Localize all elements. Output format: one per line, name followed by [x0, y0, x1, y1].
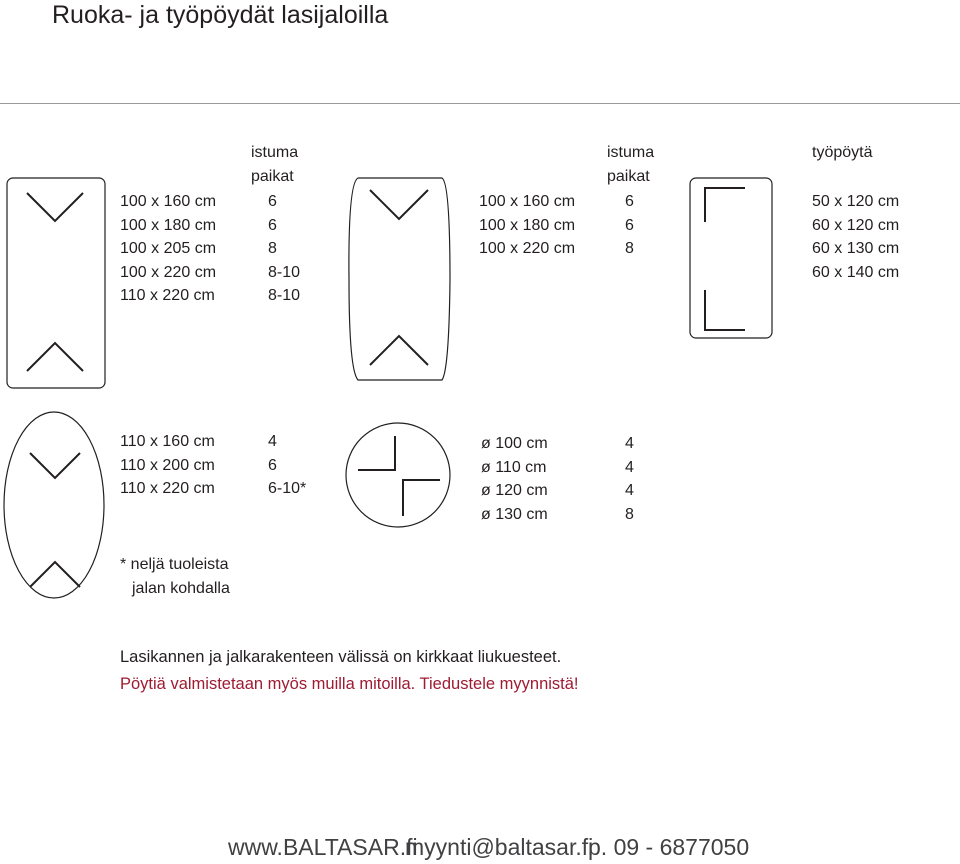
leg-icon [27, 343, 83, 371]
oval-footnote: * neljä tuoleista jalan kohdalla [120, 556, 230, 597]
leg-icon [30, 562, 80, 587]
size-cell: 100 x 180 cm [479, 216, 576, 234]
size-cell: ø 120 cm [481, 482, 548, 499]
barrel-table-outline [349, 178, 450, 380]
leg-icon [370, 336, 428, 365]
barrel-size-column [479, 190, 575, 261]
oval-table-outline [4, 412, 104, 598]
seats-cell: 6 [268, 456, 277, 474]
seats-cell: 6 [268, 193, 277, 210]
page-title: Ruoka- ja työpöydät lasijaloilla [52, 1, 389, 29]
rect-seat-header: istuma paikat [251, 144, 299, 185]
size-cell: 110 x 220 cm [120, 287, 215, 304]
phone-number: p. 09 - 6877050 [588, 834, 750, 860]
barrel-seats-column [625, 190, 634, 261]
leg-icon [27, 193, 83, 221]
size-cell: 100 x 220 cm [120, 263, 217, 281]
size-cell: 110 x 220 cm [120, 480, 215, 497]
size-cell: 110 x 160 cm [120, 433, 215, 450]
leg-icon [705, 188, 745, 222]
size-cell: ø 100 cm [481, 435, 548, 452]
oval-seats-column [268, 430, 306, 501]
barrel-seat-header: istuma paikat [607, 144, 655, 185]
size-cell: 100 x 160 cm [120, 193, 217, 210]
leg-icon [358, 436, 395, 470]
desk-header: työpöytä [812, 144, 873, 161]
round-table-outline [346, 423, 450, 527]
size-cell: 60 x 120 cm [812, 216, 900, 234]
size-cell: ø 130 cm [481, 505, 548, 523]
size-cell: 110 x 200 cm [120, 456, 215, 474]
round-size-column [481, 432, 548, 526]
seats-cell: 8-10 [268, 263, 301, 281]
glass-note: Lasikannen ja jalkarakenteen välissä on kirkkaat liukuesteet. [120, 648, 562, 666]
desk-size-column [812, 190, 899, 284]
rect-seats-column [268, 190, 300, 308]
size-cell: 100 x 180 cm [120, 216, 217, 234]
seats-cell: 6 [625, 216, 634, 234]
desk-outline [690, 178, 772, 338]
seats-cell: 4 [625, 435, 634, 452]
size-cell: 100 x 205 cm [120, 240, 217, 257]
size-cell: 50 x 120 cm [812, 193, 900, 210]
seats-cell: 8 [625, 505, 634, 523]
email-link[interactable]: myynti@baltasar.fi [405, 834, 594, 860]
footer [0, 830, 960, 864]
round-seats-column [625, 432, 634, 526]
seats-cell: 8-10 [268, 287, 301, 304]
size-cell: 100 x 220 cm [479, 240, 576, 257]
website-link[interactable]: www.BALTASAR.fi [228, 834, 418, 860]
size-cell: ø 110 cm [481, 458, 547, 476]
rectangular-table-outline [7, 178, 105, 388]
seats-cell: 6-10* [268, 480, 307, 497]
seats-cell: 6 [268, 216, 277, 234]
oval-size-column [120, 430, 215, 501]
size-cell: 60 x 130 cm [812, 240, 900, 257]
seats-cell: 4 [625, 458, 634, 476]
seats-cell: 6 [625, 193, 634, 210]
custom-size-note: Pöytiä valmistetaan myös muilla mitoilla. Tiedustele myynnistä! [120, 675, 579, 693]
leg-icon [705, 290, 745, 330]
seats-cell: 4 [268, 433, 277, 450]
rect-size-column [120, 190, 216, 308]
leg-icon [30, 453, 80, 478]
seats-cell: 8 [625, 240, 634, 257]
size-cell: 100 x 160 cm [479, 193, 576, 210]
seats-cell: 8 [268, 240, 277, 257]
size-cell: 60 x 140 cm [812, 263, 900, 281]
leg-icon [403, 480, 440, 516]
seats-cell: 4 [625, 482, 634, 499]
leg-icon [370, 190, 428, 219]
